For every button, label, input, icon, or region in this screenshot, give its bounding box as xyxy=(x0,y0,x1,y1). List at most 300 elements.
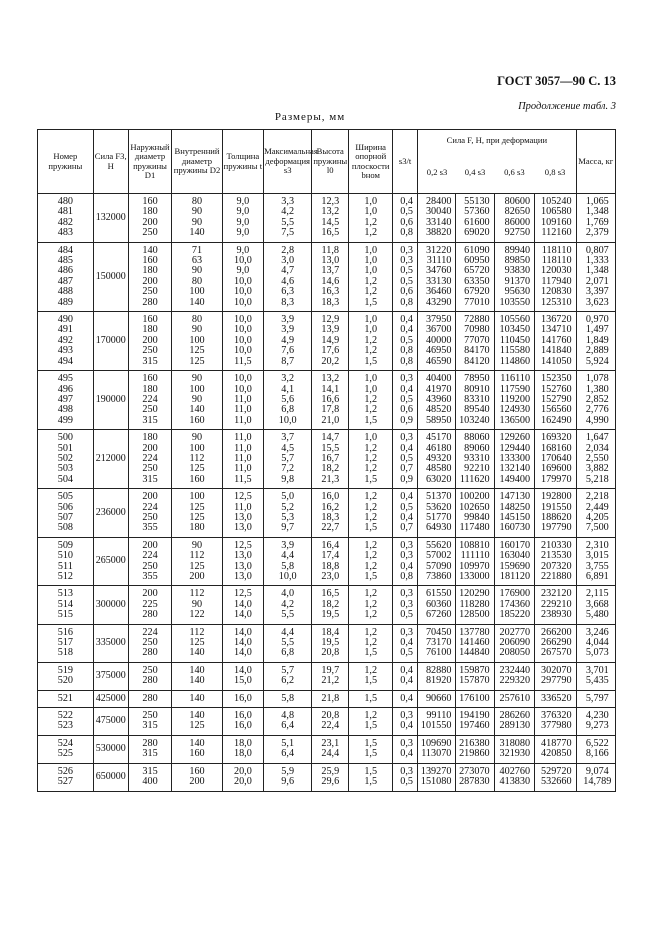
value-r: 0,5 xyxy=(400,393,413,405)
value-r: 0,5 xyxy=(400,275,413,287)
value-s3: 5,7 xyxy=(281,664,295,676)
value-d2: 125 xyxy=(189,355,205,367)
cell-f4 xyxy=(535,489,577,538)
value-r: 0,3 xyxy=(400,373,413,385)
cell-s3 xyxy=(264,662,312,690)
value-f3: 202770 xyxy=(499,626,531,638)
value-l0: 14,7 xyxy=(321,432,340,444)
cell-l0 xyxy=(312,662,349,690)
value-s3: 5,3 xyxy=(281,511,295,523)
cell-s3 xyxy=(264,708,312,736)
value-f3: 229320 xyxy=(499,675,531,687)
value-r: 0,5 xyxy=(400,265,413,277)
cell-num xyxy=(38,312,94,371)
value-l0: 23,0 xyxy=(321,571,340,582)
value-l0: 20,2 xyxy=(321,355,340,367)
col-force-06: 0,6 s3 xyxy=(494,152,534,194)
cell-s3 xyxy=(264,624,312,662)
value-f3: 117590 xyxy=(499,383,531,395)
cell-force: 335000 xyxy=(93,624,128,662)
value-r: 0,5 xyxy=(400,206,413,218)
value-b: 1,2 xyxy=(364,491,378,503)
value-f2: 61600 xyxy=(464,216,490,228)
value-m: 2,218 xyxy=(585,491,609,503)
value-t: 9,0 xyxy=(236,265,250,277)
cell-f2 xyxy=(456,489,494,538)
value-t: 12,5 xyxy=(233,588,252,600)
value-b: 1,5 xyxy=(364,692,378,704)
value-t: 13,0 xyxy=(233,550,252,562)
cell-d1 xyxy=(128,763,172,791)
cell-m xyxy=(576,690,615,707)
value-d1: 250 xyxy=(142,637,158,649)
value-t: 13,0 xyxy=(233,560,252,572)
value-d1: 225 xyxy=(142,598,158,610)
value-l0: 14,5 xyxy=(321,216,340,228)
value-f1: 101550 xyxy=(420,720,452,732)
cell-l0 xyxy=(312,763,349,791)
cell-r xyxy=(393,537,418,586)
cell-f2 xyxy=(456,586,494,624)
cell-f4 xyxy=(535,586,577,624)
cell-f1 xyxy=(418,735,456,763)
value-s3: 9,7 xyxy=(281,522,295,534)
value-b: 1,2 xyxy=(364,637,378,649)
value-num: 524 xyxy=(57,737,73,749)
value-t: 14,0 xyxy=(233,637,252,649)
value-t: 10,0 xyxy=(233,275,252,287)
value-b: 1,2 xyxy=(364,539,378,551)
value-l0: 24,4 xyxy=(321,748,340,760)
cell-force: 530000 xyxy=(93,735,128,763)
value-f2: 197460 xyxy=(459,720,490,732)
col-mass: Масса, кг xyxy=(576,130,615,194)
value-f2: 111110 xyxy=(460,550,490,562)
cell-m xyxy=(576,312,615,371)
value-m: 6,522 xyxy=(585,737,609,749)
cell-f4 xyxy=(535,430,577,489)
value-f1: 48580 xyxy=(425,463,452,475)
value-m: 4,990 xyxy=(585,414,609,426)
cell-d2 xyxy=(172,312,222,371)
value-f4: 266290 xyxy=(541,637,572,649)
cell-f3 xyxy=(494,708,534,736)
value-d1: 180 xyxy=(142,206,158,218)
value-f2: 128500 xyxy=(459,609,490,621)
value-l0: 16,0 xyxy=(321,491,340,503)
value-m: 2,379 xyxy=(585,227,609,239)
value-num: 494 xyxy=(57,355,73,367)
col-force-08: 0,8 s3 xyxy=(535,152,577,194)
value-l0: 13,2 xyxy=(321,373,340,385)
value-f3: 402760 xyxy=(499,765,531,777)
value-f1: 63020 xyxy=(425,473,452,485)
value-f2: 273070 xyxy=(459,765,490,777)
value-l0: 19,7 xyxy=(321,664,340,676)
cell-l0 xyxy=(312,586,349,624)
value-d1: 224 xyxy=(142,550,158,562)
value-b: 1,2 xyxy=(364,598,378,610)
value-f3: 124930 xyxy=(499,404,531,416)
value-d2: 125 xyxy=(189,637,205,649)
cell-b xyxy=(349,708,393,736)
value-b: 1,0 xyxy=(364,314,378,326)
value-num: 489 xyxy=(57,296,73,308)
cell-t xyxy=(222,662,264,690)
value-s3: 4,2 xyxy=(281,206,295,218)
table-row xyxy=(38,662,616,690)
value-f3: 185220 xyxy=(499,609,531,621)
cell-force: 425000 xyxy=(93,690,128,707)
cell-t xyxy=(222,430,264,489)
cell-l0 xyxy=(312,242,349,311)
cell-f3 xyxy=(494,194,534,243)
value-d1: 315 xyxy=(142,765,158,777)
value-s3: 6,8 xyxy=(281,647,295,659)
cell-f2 xyxy=(456,537,494,586)
value-t: 9,0 xyxy=(236,216,250,228)
value-s3: 4,5 xyxy=(281,442,295,454)
table-row xyxy=(38,489,616,538)
table-row xyxy=(38,242,616,311)
value-m: 3,623 xyxy=(585,296,609,308)
cell-f3 xyxy=(494,586,534,624)
value-b: 1,5 xyxy=(364,748,378,760)
value-r: 0,3 xyxy=(400,710,413,722)
value-m: 3,701 xyxy=(585,664,609,676)
value-t: 11,5 xyxy=(234,473,252,485)
value-f2: 80910 xyxy=(464,383,490,395)
value-d2: 100 xyxy=(189,286,205,298)
value-num: 508 xyxy=(57,522,73,534)
value-d2: 100 xyxy=(189,442,205,454)
cell-d2 xyxy=(172,735,222,763)
value-b: 1,5 xyxy=(364,776,378,788)
value-r: 0,8 xyxy=(400,296,413,308)
value-f3: 318080 xyxy=(499,737,531,749)
value-d2: 140 xyxy=(189,710,205,722)
value-f4: 221880 xyxy=(541,571,572,582)
value-l0: 13,2 xyxy=(321,206,340,218)
cell-f1 xyxy=(418,537,456,586)
value-f1: 46950 xyxy=(425,345,452,357)
value-t: 20,0 xyxy=(233,776,252,788)
value-l0: 21,0 xyxy=(321,414,340,426)
cell-s3 xyxy=(264,735,312,763)
col-force: Сила F3, Н xyxy=(93,130,128,194)
value-m: 1,065 xyxy=(585,196,609,207)
cell-d1 xyxy=(128,489,172,538)
value-f1: 81920 xyxy=(425,675,452,687)
value-s3: 5,8 xyxy=(281,560,295,572)
value-f4: 152760 xyxy=(541,383,572,395)
cell-d2 xyxy=(172,242,222,311)
value-l0: 29,6 xyxy=(321,776,340,788)
value-f1: 73170 xyxy=(425,637,452,649)
value-r: 0,5 xyxy=(400,452,413,464)
value-m: 0,970 xyxy=(585,314,609,326)
cell-f1 xyxy=(418,312,456,371)
cell-m xyxy=(576,735,615,763)
value-l0: 21,3 xyxy=(321,473,340,485)
value-s3: 5,5 xyxy=(281,637,295,649)
value-d1: 355 xyxy=(142,571,158,582)
cell-r xyxy=(393,312,418,371)
value-f4: 232120 xyxy=(541,588,572,600)
cell-f2 xyxy=(456,735,494,763)
value-num: 490 xyxy=(57,314,73,326)
table-row xyxy=(38,371,616,430)
value-t: 11,0 xyxy=(234,432,252,444)
value-f3: 149400 xyxy=(499,473,531,485)
value-d2: 63 xyxy=(191,255,203,267)
value-num: 499 xyxy=(57,414,73,426)
value-b: 1,5 xyxy=(364,765,378,777)
cell-s3 xyxy=(264,312,312,371)
dimensions-caption: Размеры, мм xyxy=(274,111,346,123)
value-f4: 141050 xyxy=(541,355,572,367)
value-f2: 108810 xyxy=(459,539,490,551)
value-f1: 139270 xyxy=(420,765,452,777)
cell-m xyxy=(576,194,615,243)
cell-l0 xyxy=(312,430,349,489)
value-f1: 49320 xyxy=(425,452,452,464)
cell-f2 xyxy=(456,624,494,662)
value-f4: 197790 xyxy=(541,522,572,534)
value-t: 15,0 xyxy=(233,675,252,687)
value-num: 507 xyxy=(57,511,73,523)
value-num: 506 xyxy=(57,501,73,513)
value-f1: 46180 xyxy=(425,442,452,454)
value-b: 1,5 xyxy=(364,473,378,485)
cell-s3 xyxy=(264,430,312,489)
cell-b xyxy=(349,624,393,662)
cell-l0 xyxy=(312,537,349,586)
value-b: 1,2 xyxy=(364,286,378,298)
value-s3: 10,0 xyxy=(278,414,297,426)
value-s3: 8,7 xyxy=(281,355,295,367)
value-l0: 18,4 xyxy=(321,626,340,638)
cell-m xyxy=(576,708,615,736)
value-r: 0,3 xyxy=(400,737,413,749)
value-num: 488 xyxy=(57,286,73,298)
value-d1: 200 xyxy=(142,216,158,228)
value-f1: 43290 xyxy=(425,296,452,308)
value-t: 10,0 xyxy=(233,373,252,385)
value-d2: 140 xyxy=(189,227,205,239)
value-num: 517 xyxy=(57,637,73,649)
value-f1: 34760 xyxy=(425,265,452,277)
value-b: 1,5 xyxy=(364,414,378,426)
value-f1: 55620 xyxy=(425,539,452,551)
value-d2: 140 xyxy=(189,692,205,704)
value-s3: 4,7 xyxy=(281,265,295,277)
cell-b xyxy=(349,735,393,763)
cell-f1 xyxy=(418,430,456,489)
cell-f4 xyxy=(535,242,577,311)
value-num: 493 xyxy=(57,345,73,357)
value-r: 0,3 xyxy=(400,550,413,562)
cell-d1 xyxy=(128,690,172,707)
cell-r xyxy=(393,662,418,690)
table-row xyxy=(38,194,616,243)
value-l0: 17,6 xyxy=(321,345,340,357)
value-b: 1,2 xyxy=(364,216,378,228)
table-row xyxy=(38,708,616,736)
cell-r xyxy=(393,586,418,624)
value-num: 486 xyxy=(57,265,73,277)
cell-num xyxy=(38,371,94,430)
value-r: 0,4 xyxy=(400,637,413,649)
cell-d2 xyxy=(172,763,222,791)
value-f3: 132140 xyxy=(499,463,531,475)
value-f2: 117480 xyxy=(459,522,490,534)
cell-t xyxy=(222,624,264,662)
value-num: 492 xyxy=(57,334,73,346)
value-num: 497 xyxy=(57,393,73,405)
value-t: 16,0 xyxy=(233,710,252,722)
value-d1: 250 xyxy=(142,664,158,676)
value-b: 1,2 xyxy=(364,664,378,676)
cell-force: 475000 xyxy=(93,708,128,736)
value-d1: 200 xyxy=(142,588,158,600)
value-f1: 31110 xyxy=(426,255,452,267)
cell-f2 xyxy=(456,430,494,489)
cell-num xyxy=(38,690,94,707)
value-f4: 112160 xyxy=(541,227,572,239)
cell-num xyxy=(38,763,94,791)
value-b: 1,5 xyxy=(364,522,378,534)
value-f1: 76100 xyxy=(425,647,452,659)
value-d2: 90 xyxy=(191,206,203,218)
value-d2: 140 xyxy=(189,737,205,749)
value-b: 1,2 xyxy=(364,334,378,346)
value-s3: 4,8 xyxy=(281,710,295,722)
value-m: 5,924 xyxy=(585,355,609,367)
cell-f1 xyxy=(418,708,456,736)
value-num: 502 xyxy=(57,452,73,464)
cell-f3 xyxy=(494,537,534,586)
value-f1: 28400 xyxy=(425,196,452,207)
cell-f3 xyxy=(494,662,534,690)
value-s3: 3,3 xyxy=(281,196,295,207)
value-s3: 7,2 xyxy=(281,463,295,475)
value-num: 482 xyxy=(57,216,73,228)
value-t: 13,0 xyxy=(233,571,252,582)
value-f3: 208050 xyxy=(499,647,531,659)
value-l0: 22,7 xyxy=(321,522,340,534)
cell-t xyxy=(222,537,264,586)
value-l0: 13,0 xyxy=(321,255,340,267)
cell-d1 xyxy=(128,735,172,763)
value-r: 0,8 xyxy=(400,345,413,357)
value-d1: 250 xyxy=(142,560,158,572)
cell-l0 xyxy=(312,690,349,707)
value-f3: 133300 xyxy=(499,452,531,464)
value-d1: 224 xyxy=(142,452,158,464)
value-l0: 12,3 xyxy=(321,196,340,207)
value-d1: 250 xyxy=(142,463,158,475)
value-r: 0,4 xyxy=(400,692,413,704)
cell-num xyxy=(38,735,94,763)
cell-s3 xyxy=(264,242,312,311)
value-f3: 129440 xyxy=(499,442,531,454)
value-r: 0,5 xyxy=(400,776,413,788)
value-s3: 5,2 xyxy=(281,501,295,513)
value-l0: 18,8 xyxy=(321,560,340,572)
value-num: 527 xyxy=(57,776,73,788)
value-d1: 250 xyxy=(142,404,158,416)
value-f3: 174360 xyxy=(499,598,531,610)
value-num: 518 xyxy=(57,647,73,659)
value-m: 2,449 xyxy=(585,501,609,513)
value-f4: 170640 xyxy=(541,452,572,464)
value-f4: 125310 xyxy=(541,296,572,308)
cell-t xyxy=(222,489,264,538)
value-f2: 60950 xyxy=(464,255,490,267)
value-l0: 16,6 xyxy=(321,393,340,405)
cell-f4 xyxy=(535,708,577,736)
value-f3: 232440 xyxy=(499,664,531,676)
value-l0: 11,8 xyxy=(321,244,339,256)
value-m: 2,550 xyxy=(585,452,609,464)
value-l0: 16,5 xyxy=(321,227,340,239)
value-f1: 61550 xyxy=(425,588,452,600)
value-m: 3,015 xyxy=(585,550,609,562)
value-d1: 250 xyxy=(142,345,158,357)
value-d2: 140 xyxy=(189,404,205,416)
cell-num xyxy=(38,537,94,586)
value-l0: 16,7 xyxy=(321,452,340,464)
value-b: 1,0 xyxy=(364,244,378,256)
value-m: 2,852 xyxy=(585,393,609,405)
value-f4: 376320 xyxy=(541,710,572,722)
cell-d1 xyxy=(128,242,172,311)
value-f3: 95630 xyxy=(504,286,531,298)
value-b: 1,2 xyxy=(364,275,378,287)
value-m: 2,115 xyxy=(586,588,609,600)
table-row xyxy=(38,586,616,624)
value-num: 512 xyxy=(57,571,73,582)
cell-f2 xyxy=(456,312,494,371)
value-l0: 19,5 xyxy=(321,637,340,649)
cell-f2 xyxy=(456,763,494,791)
value-d2: 112 xyxy=(189,452,205,464)
value-t: 18,0 xyxy=(233,748,252,760)
value-m: 4,044 xyxy=(585,637,609,649)
value-d2: 90 xyxy=(191,432,203,444)
value-t: 11,0 xyxy=(234,393,252,405)
value-l0: 21,2 xyxy=(321,675,340,687)
value-num: 496 xyxy=(57,383,73,395)
value-f4: 156560 xyxy=(541,404,572,416)
value-d2: 140 xyxy=(189,675,205,687)
cell-force: 170000 xyxy=(93,312,128,371)
value-m: 2,034 xyxy=(585,442,609,454)
cell-d1 xyxy=(128,537,172,586)
value-t: 10,0 xyxy=(233,345,252,357)
value-f1: 31220 xyxy=(425,244,452,256)
value-d2: 122 xyxy=(189,609,205,621)
cell-force: 212000 xyxy=(93,430,128,489)
cell-r xyxy=(393,763,418,791)
value-t: 13,0 xyxy=(233,511,252,523)
value-r: 0,5 xyxy=(400,501,413,513)
col-inner-diameter: Внутренний диаметр пружины D2 xyxy=(172,130,222,194)
value-r: 0,4 xyxy=(400,196,413,207)
value-f4: 191550 xyxy=(541,501,572,513)
value-d1: 355 xyxy=(142,522,158,534)
